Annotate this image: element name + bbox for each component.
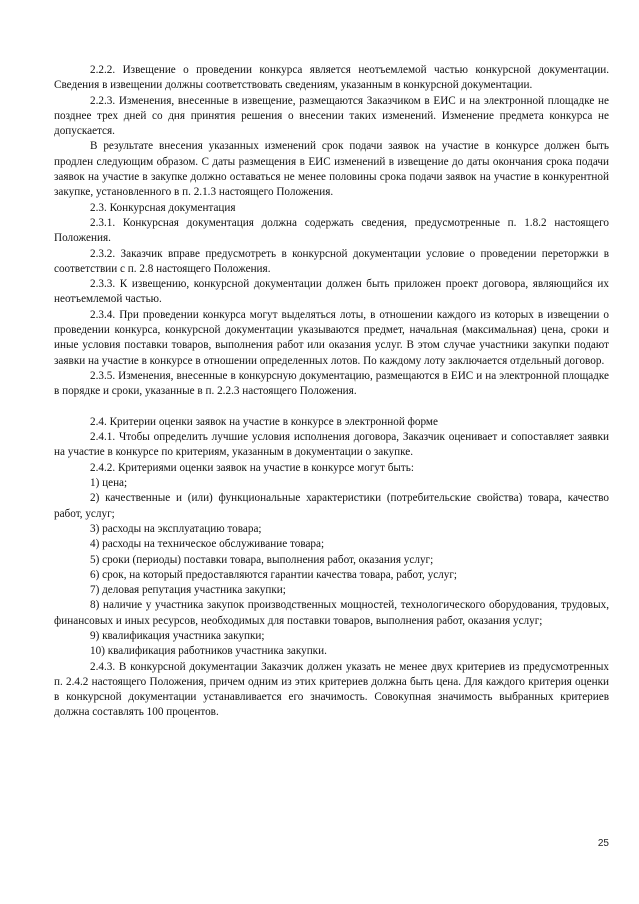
list-item-criterion-5: 5) сроки (периоды) поставки товара, выполнения работ, оказания услуг; <box>90 553 434 566</box>
paragraph-2-3-3: 2.3.3. К извещению, конкурсной документации должен быть приложен проект договора, являющийся их неотъемлемой частью. <box>54 278 609 306</box>
section-heading-2-4: 2.4. Критерии оценки заявок на участие в конкурсе в электронной форме <box>90 415 438 428</box>
list-item-criterion-6: 6) срок, на который предоставляются гарантии качества товара, работ, услуг; <box>90 568 458 581</box>
paragraph-deadline-extension: В результате внесения указанных изменений срок подачи заявок на участие в конкурсе должен быть продлен следующим образом. С даты размещения в ЕИС изменений в извещение до даты окончания срока подачи заявок на участие в закупке должно оставаться не менее половины срока подачи заявок на участие в конкурентной закупке, установленного в п. 2.1.3 настоящего Положения. <box>54 140 609 199</box>
paragraph-2-4-3: 2.4.3. В конкурсной документации Заказчик должен указать не менее двух критериев из предусмотренных п. 2.4.2 настоящего Положения, причем одним из этих критериев должна быть цена. Для каждого критерия оценки в конкурсной документации устанавливается его значимость. Совокупная значимость выбранных критериев должна составлять 100 процентов. <box>54 660 609 719</box>
paragraph-2-3-2: 2.3.2. Заказчик вправе предусмотреть в конкурсной документации условие о проведении переторжки в соответствии с п. 2.8 настоящего Положения. <box>54 247 609 275</box>
paragraph-2-2-2: 2.2.2. Извещение о проведении конкурса является неотъемлемой частью конкурсной документации. Сведения в извещении должны соответствовать сведениям, указанным в конкурсной документации. <box>54 64 609 92</box>
list-item-criterion-4: 4) расходы на техническое обслуживание товара; <box>90 538 325 551</box>
paragraph-2-3-5: 2.3.5. Изменения, внесенные в конкурсную документацию, размещаются в ЕИС и на электронной площадке в порядке и сроки, указанные в п. 2.2.3 настоящего Положения. <box>54 369 609 398</box>
list-item-criterion-9: 9) квалификация участника закупки; <box>90 629 265 642</box>
paragraph-2-2-3: 2.2.3. Изменения, внесенные в извещение, размещаются Заказчиком в ЕИС и на электронной площадке не позднее трех дней со дня принятия решения о внесении таких изменений. Изменение предмета конкурса не допускается. <box>54 94 609 138</box>
list-item-criterion-10: 10) квалификация работников участника закупки. <box>90 645 327 658</box>
document-body <box>54 63 609 721</box>
list-item-criterion-7: 7) деловая репутация участника закупки; <box>90 584 286 597</box>
list-item-criterion-2: 2) качественные и (или) функциональные характеристики (потребительские свойства) товара, качество работ, услуг; <box>54 492 609 520</box>
paragraph-2-4-1: 2.4.1. Чтобы определить лучшие условия исполнения договора, Заказчик оценивает и сопоставляет заявки на участие в конкурсе по критериям, указанным в документации о закупке. <box>54 431 609 459</box>
section-heading-2-3: 2.3. Конкурсная документация <box>90 201 236 214</box>
list-item-criterion-1: 1) цена; <box>90 477 128 490</box>
page-number: 25 <box>597 838 609 849</box>
paragraph-2-3-4: 2.3.4. При проведении конкурса могут выделяться лоты, в отношении каждого из которых в извещении о проведении конкурса, конкурсной документации указываются предмет, начальная (максимальная) цена, сроки и иные условия поставки товаров, выполнения работ или оказания услуг. В этом случае участники закупки подают заявки на участие в конкурсе в отношении определенных лотов. По каждому лоту заключается отдельный договор. <box>54 308 609 367</box>
list-item-criterion-8: 8) наличие у участника закупок производственных мощностей, технологического оборудования, трудовых, финансовых и иных ресурсов, необходимых для поставки товаров, выполнения работ, оказания услуг; <box>54 599 609 627</box>
paragraph-2-4-2: 2.4.2. Критериями оценки заявок на участие в конкурсе могут быть: <box>90 461 415 474</box>
list-item-criterion-3: 3) расходы на эксплуатацию товара; <box>90 522 262 535</box>
paragraph-2-3-1: 2.3.1. Конкурсная документация должна содержать сведения, предусмотренные п. 1.8.2 настоящего Положения. <box>54 216 609 245</box>
